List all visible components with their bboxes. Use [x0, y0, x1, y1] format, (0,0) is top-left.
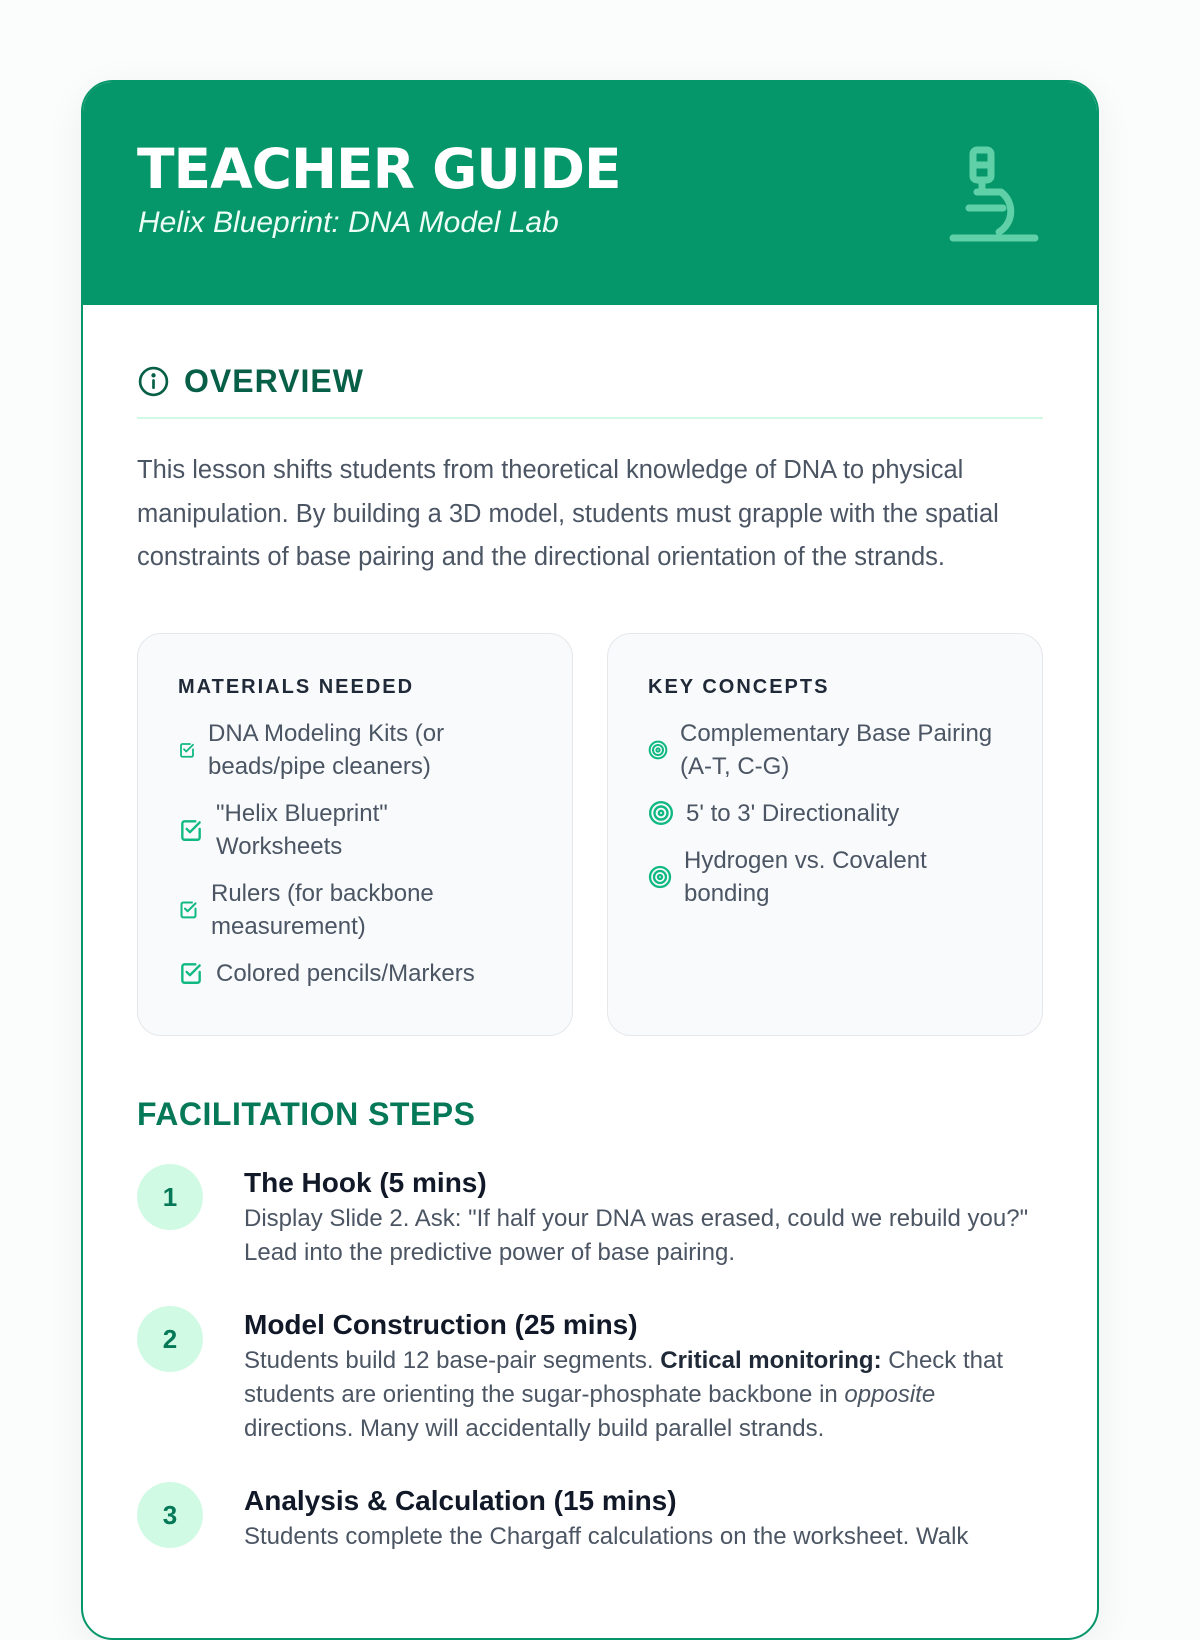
material-label: DNA Modeling Kits (or beads/pipe cleaners): [208, 719, 445, 780]
step-item: [137, 1308, 1043, 1446]
step-text-bold: Critical monitoring:: [660, 1346, 882, 1374]
concept-label: 5' to 3' Directionality: [686, 799, 900, 827]
material-label: Colored pencils/Markers: [216, 959, 475, 987]
checkbox-icon: [178, 817, 204, 843]
divider: [137, 417, 1043, 419]
list-item: [178, 877, 572, 943]
step-text-part: Students build 12 base-pair segments.: [244, 1346, 661, 1374]
materials-title: MATERIALS NEEDED: [178, 675, 415, 698]
checkbox-icon: [178, 899, 199, 920]
info-icon: [137, 365, 170, 398]
overview-title: OVERVIEW: [184, 362, 364, 399]
target-icon: [648, 740, 668, 760]
concept-label: Hydrogen vs. Covalent bonding: [684, 846, 927, 907]
checkbox-icon: [178, 960, 204, 986]
step-number-badge: 1: [137, 1164, 203, 1230]
list-item: [178, 797, 572, 863]
overview-text: This lesson shifts students from theoretical knowledge of DNA to physical manipulation. By building a 3D model, students must grapple with the spatial constraints of base pairing and the directional orientation of the strands.: [137, 456, 999, 571]
guide-header: [83, 82, 1097, 305]
step-description: Display Slide 2. Ask: "If half your DNA was erased, could we rebuild you?" Lead into the predictive power of base pairing.: [244, 1204, 1029, 1266]
step-text-part: directions. Many will accidentally build parallel strands.: [244, 1414, 825, 1442]
step-description: Students complete the Chargaff calculations on the worksheet. Walk: [244, 1522, 969, 1550]
concept-label: Complementary Base Pairing (A-T, C-G): [680, 719, 993, 780]
steps-title: FACILITATION STEPS: [137, 1095, 476, 1132]
step-item: [137, 1166, 1043, 1270]
target-icon: [648, 865, 672, 889]
step-text-italic: opposite: [844, 1380, 936, 1408]
overview-heading: [137, 363, 1043, 399]
list-item: [648, 797, 1042, 830]
list-item: [178, 717, 572, 783]
list-item: [648, 844, 1042, 910]
step-description: [244, 1344, 1043, 1446]
material-label: "Helix Blueprint" Worksheets: [216, 799, 388, 860]
step-item: [137, 1484, 1043, 1554]
materials-box: [137, 633, 573, 1036]
step-heading: Analysis & Calculation (15 mins): [244, 1484, 677, 1516]
material-label: Rulers (for backbone measurement): [211, 879, 434, 940]
teacher-guide-card: [81, 80, 1099, 1640]
checkbox-icon: [178, 741, 196, 759]
concepts-title: KEY CONCEPTS: [648, 675, 830, 698]
concepts-box: [607, 633, 1043, 1036]
list-item: [178, 957, 572, 990]
page-subtitle: Helix Blueprint: DNA Model Lab: [138, 206, 559, 239]
step-number-badge: 2: [137, 1306, 203, 1372]
microscope-icon: [947, 144, 1043, 244]
step-heading: Model Construction (25 mins): [244, 1308, 638, 1340]
step-number-badge: 3: [137, 1482, 203, 1548]
step-heading: The Hook (5 mins): [244, 1166, 487, 1198]
target-icon: [648, 800, 674, 826]
list-item: [648, 717, 1042, 783]
step-text-part: Check that students are orienting the sugar-phosphate backbone in: [244, 1346, 1003, 1408]
page-title: TEACHER GUIDE: [137, 137, 621, 201]
